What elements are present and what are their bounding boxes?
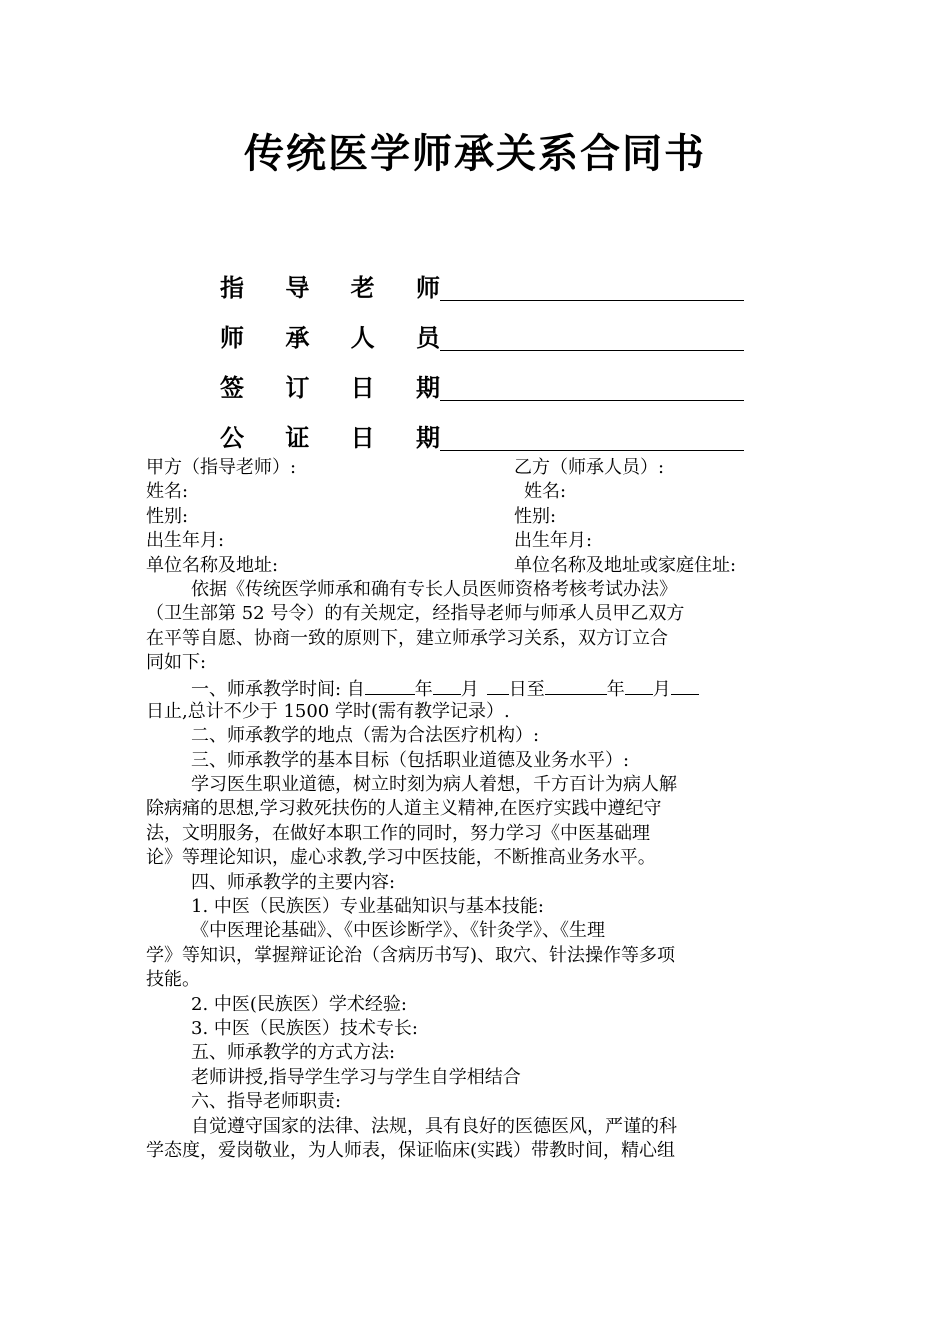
clause-line: 五、师承教学的方式方法: [191, 1042, 396, 1064]
clause-line: 六、指导老师职责: [191, 1091, 342, 1113]
party-a-name: 姓名: [146, 481, 189, 503]
signature-label: 指 导 老 师 [220, 273, 440, 302]
clause-line: 三、师承教学的基本目标（包括职业道德及业务水平）: [191, 749, 630, 771]
signature-blank-line [440, 400, 744, 401]
time-clause-line-1: 一、师承教学时间: 自 年 月 日至 年 月 [146, 676, 806, 700]
clause-line: 四、师承教学的主要内容: [191, 871, 396, 893]
clause-line: 学习医生职业道德，树立时刻为病人着想，千方百计为病人解 [191, 774, 677, 796]
intro-line: （卫生部第 52 号令）的有关规定，经指导老师与师承人员甲乙双方 [146, 603, 685, 625]
blank-start-month [433, 676, 461, 695]
time-clause-line-2: 日止,总计不少于 1500 学时(需有教学记录）. [146, 700, 510, 722]
blank-end-year [545, 676, 607, 695]
intro-line: 在平等自愿、协商一致的原则下，建立师承学习关系，双方订立合 [146, 627, 668, 649]
clause-line: 2. 中医(民族医）学术经验: [191, 993, 407, 1015]
clause-line: 《中医理论基础》、《中医诊断学》、《针灸学》、《生理 [191, 920, 605, 942]
signature-blank-line [440, 450, 744, 451]
signature-blank-line [440, 300, 744, 301]
intro-paragraph [146, 578, 806, 676]
clause-line: 学态度，爱岗敬业，为人师表，保证临床(实践）带教时间，精心组 [146, 1139, 676, 1161]
party-b-name: 姓名: [524, 481, 567, 503]
party-b-label: 乙方（师承人员）: [514, 457, 665, 478]
clause-line: 论》等理论知识，虚心求教,学习中医技能，不断推高业务水平。 [146, 847, 656, 869]
signature-label: 师 承 人 员 [220, 323, 440, 352]
party-a-gender: 性别: [146, 505, 189, 527]
clause-line: 二、师承教学的地点（需为合法医疗机构）: [191, 725, 540, 747]
clause-line: 1. 中医（民族医）专业基础知识与基本技能: [191, 896, 544, 918]
intro-line: 依据《传统医学师承和确有专长人员医师资格考核考试办法》 [191, 578, 677, 600]
clause-line: 自觉遵守国家的法律、法规，具有良好的医德医风，严谨的科 [191, 1115, 677, 1137]
party-unit-row [146, 554, 806, 578]
signature-label: 公 证 日 期 [220, 423, 440, 452]
party-a-birth: 出生年月: [146, 530, 225, 552]
clause-line: 老师讲授,指导学生学习与学生自学相结合 [191, 1066, 521, 1088]
clause-line: 学》等知识，掌握辩证论治（含病历书写)、取穴、针法操作等多项 [146, 944, 676, 966]
clause-line: 除病痛的思想,学习救死扶伤的人道主义精神,在医疗实践中遵纪守 [146, 798, 662, 820]
blank-end-month [625, 676, 653, 695]
clauses-list [146, 724, 806, 1163]
blank-start-year [365, 676, 415, 695]
intro-line: 同如下: [146, 652, 207, 674]
blank-start-day [487, 676, 509, 695]
party-b-gender: 性别: [514, 505, 557, 527]
clause-line: 技能。 [146, 969, 200, 991]
party-a-label: 甲方（指导老师）: [146, 457, 297, 478]
blank-end-day [671, 676, 699, 695]
party-name-row [146, 480, 806, 504]
party-b-birth: 出生年月: [514, 530, 593, 552]
party-header-row [146, 456, 806, 480]
party-gender-row [146, 505, 806, 529]
clause-line: 法，文明服务，在做好本职工作的同时，努力学习《中医基础理 [146, 822, 650, 844]
signature-blank-line [440, 350, 744, 351]
document-title: 传统医学师承关系合同书 [244, 130, 706, 177]
clause-line: 3. 中医（民族医）技术专长: [191, 1017, 418, 1039]
party-birth-row [146, 529, 806, 553]
party-a-unit: 单位名称及地址: [146, 554, 279, 576]
signature-label: 签 订 日 期 [220, 373, 440, 402]
contract-body [146, 456, 806, 1163]
party-b-unit: 单位名称及地址或家庭住址: [514, 554, 737, 576]
